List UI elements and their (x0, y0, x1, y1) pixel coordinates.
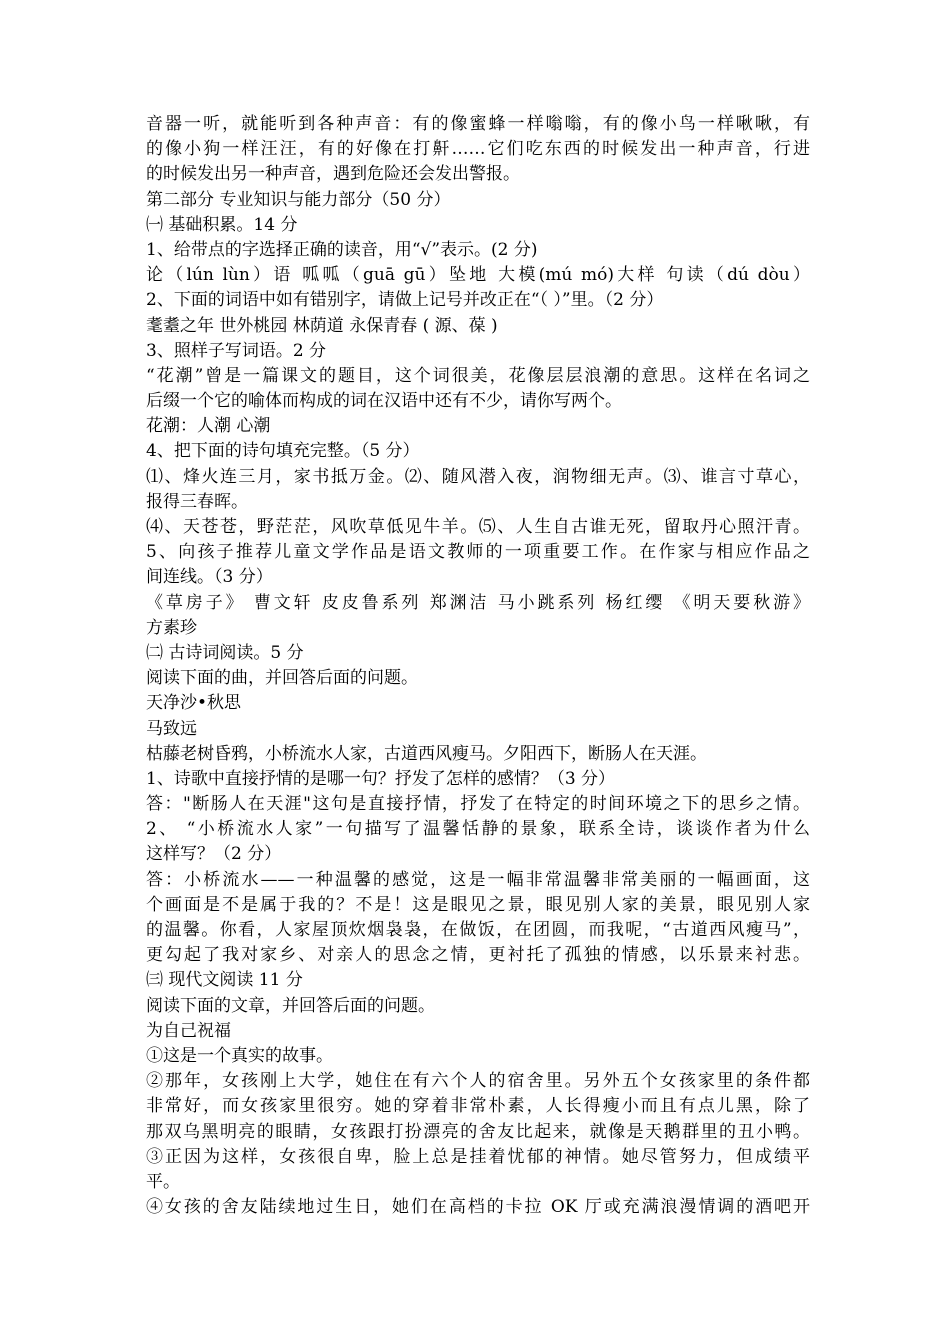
article-paragraph: ④女孩的舍友陆续地过生日，她们在高档的卡拉 OK 厅或充满浪漫情调的酒吧开 (146, 1197, 810, 1218)
document-body (146, 112, 810, 1220)
text-line: 的时候发出另一种声音，遇到危险还会发出警报。 (146, 164, 520, 185)
article-paragraph: ③正因为这样，女孩很自卑，脸上总是挂着忧郁的神情。她尽管努力，但成绩平 (146, 1146, 810, 1167)
answer: 报得三春晖。 (146, 491, 248, 512)
section-heading: 第二部分 专业知识与能力部分（50 分） (146, 189, 451, 210)
question: 3、照样子写词语。2 分 (146, 340, 327, 361)
subsection-heading: ㈡ 古诗词阅读。5 分 (146, 642, 304, 663)
poem-author: 马致远 (146, 718, 197, 739)
question-content: “花潮”曾是一篇课文的题目，这个词很美，花像层层浪潮的意思。这样在名词之 (146, 365, 810, 386)
article-title: 为自己祝福 (146, 1020, 231, 1041)
article-paragraph: ②那年，女孩刚上大学，她住在有六个人的宿舍里。另外五个女孩家里的条件都 (146, 1071, 810, 1092)
question: 1、给带点的字选择正确的读音，用“√”表示。(2 分) (146, 239, 538, 260)
question-content: 后缀一个它的喻体而构成的词在汉语中还有不少，请你写两个。 (146, 391, 622, 412)
question-content: 耄耋之年 世外桃园 林荫道 永保青春 ( 源、葆 ) (146, 315, 498, 336)
subsection-heading: ㈢ 现代文阅读 11 分 (146, 970, 303, 991)
question: 这样写？（2 分） (146, 844, 282, 865)
answer: 的温馨。你看，人家屋顶炊烟袅袅，在做饭，在团圆，而我呢，“古道西风瘦马”， (146, 920, 810, 940)
question: 4、把下面的诗句填充完整。（5 分） (146, 441, 420, 462)
answer: 答："断肠人在天涯"这句是直接抒情，抒发了在特定的时间环境之下的思乡之情。 (146, 794, 810, 815)
poem-title: 天净沙•秋思 (146, 693, 242, 714)
instruction: 阅读下面的文章，并回答后面的问题。 (146, 995, 435, 1016)
article-paragraph: 平。 (146, 1171, 180, 1192)
subsection-heading: ㈠ 基础积累。14 分 (146, 214, 298, 235)
answer: 答：小桥流水——一种温馨的感觉，这是一幅非常温馨非常美丽的一幅画面，这 (146, 869, 810, 890)
question-content: 《草房子》 曹文轩 皮皮鲁系列 郑渊洁 马小跳系列 杨红缨 《明天要秋游》 (146, 592, 810, 613)
question: 1、诗歌中直接抒情的是哪一句？抒发了怎样的感情？（3 分） (146, 768, 616, 789)
poem-text: 枯藤老树昏鸦，小桥流水人家，古道西风瘦马。夕阳西下，断肠人在天涯。 (146, 743, 707, 764)
text-line: 音器一听，就能听到各种声音：有的像蜜蜂一样嗡嗡，有的像小鸟一样啾啾，有 (146, 114, 810, 134)
answer: 更勾起了我对家乡、对亲人的思念之情，更衬托了孤独的情感，以乐景来衬悲。 (146, 945, 810, 966)
instruction: 阅读下面的曲，并回答后面的问题。 (146, 668, 418, 689)
text-line: 的像小狗一样汪汪，有的好像在打鼾……它们吃东西的时候发出一种声音，行进 (146, 139, 810, 160)
answer: 个画面是不是属于我的？不是！这是眼见之景，眼见别人家的美景，眼见别人家 (146, 894, 810, 915)
question: 间连线。（3 分） (146, 567, 273, 588)
question: 5、向孩子推荐儿童文学作品是语文教师的一项重要工作。在作家与相应作品之 (146, 542, 810, 563)
article-paragraph: 非常好，而女孩家里很穷。她的穿着非常朴素，人长得瘦小而且有点儿黑，除了 (146, 1096, 810, 1117)
question-content: 论（lún lùn）语 呱呱（guā gū）坠地 大模(mú mó)大样 句读（dú dòu） (146, 265, 810, 286)
answer: ⑴、烽火连三月，家书抵万金。⑵、随风潜入夜，润物细无声。⑶、谁言寸草心， (146, 466, 810, 487)
question: 2、 “小桥流水人家”一句描写了温馨恬静的景象，联系全诗，谈谈作者为什么 (146, 819, 810, 840)
answer: ⑷、天苍苍，野茫茫，风吹草低见牛羊。⑸、人生自古谁无死，留取丹心照汗青。 (146, 517, 810, 537)
article-paragraph: ①这是一个真实的故事。 (146, 1045, 333, 1066)
question: 2、下面的词语中如有错别字，请做上记号并改正在“（ ）”里。（2 分） (146, 290, 664, 311)
article-paragraph: 那双乌黑明亮的眼睛，女孩跟打扮漂亮的舍友比起来，就像是天鹅群里的丑小鸭。 (146, 1121, 810, 1142)
question-content: 方素珍 (146, 617, 197, 638)
answer: 花潮：人潮 心潮 (146, 416, 271, 437)
